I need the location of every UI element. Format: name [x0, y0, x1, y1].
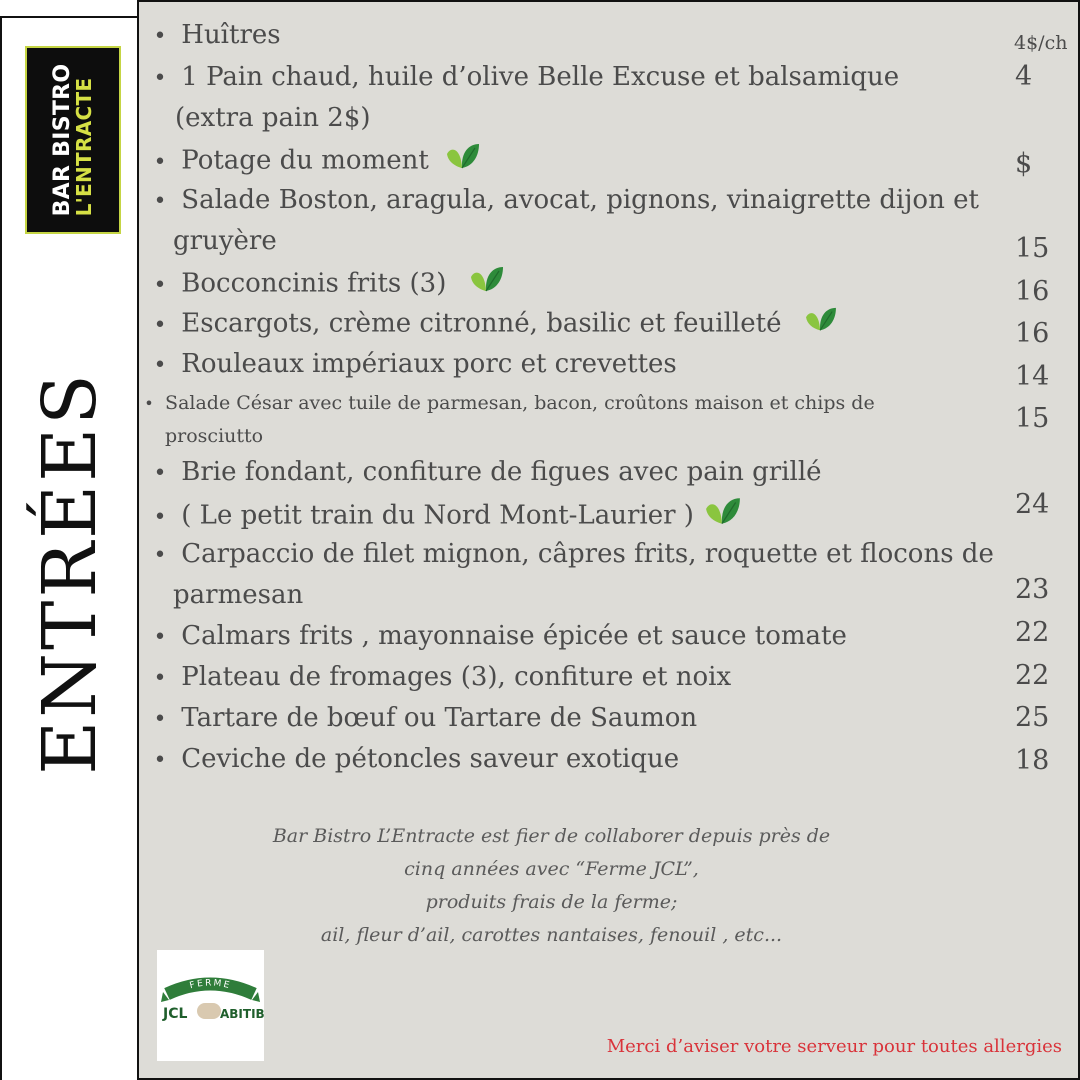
item-continuation: parmesan: [173, 580, 304, 610]
bullet-icon: •: [153, 504, 167, 530]
logo-line-1: BAR BISTRO: [50, 63, 75, 217]
menu-item: [147, 142, 481, 181]
left-strip: [0, 16, 137, 1080]
item-continuation: (extra pain 2$): [175, 103, 371, 133]
collab-line: ail, fleur d’ail, carottes nantaises, fenouil , etc...: [320, 924, 783, 946]
item-price: 4: [1015, 61, 1033, 92]
leaf-icon: [704, 496, 742, 537]
item-price: $: [1015, 148, 1033, 179]
logo-line-2: L'ENTRACTE: [72, 77, 96, 217]
bullet-icon: •: [153, 666, 167, 691]
bullet-icon: •: [153, 543, 167, 568]
item-name: Bocconcinis frits (3): [181, 268, 447, 299]
item-price: 15: [1015, 233, 1050, 264]
menu-item: [147, 18, 281, 54]
menu-item: [147, 742, 679, 778]
bullet-icon: •: [144, 394, 154, 413]
bullet-icon: •: [153, 353, 167, 378]
bullet-icon: •: [153, 149, 167, 175]
item-name: ( Le petit train du Nord Mont-Laurier ): [181, 500, 694, 531]
item-name: Plateau de fromages (3), confiture et noix: [181, 662, 732, 692]
item-price: 18: [1015, 745, 1050, 776]
item-price: 16: [1015, 276, 1050, 307]
section-title: ENTRÉES: [27, 371, 113, 775]
item-price: 25: [1015, 702, 1050, 733]
item-name: 1 Pain chaud, huile d’olive Belle Excuse et balsamique: [181, 62, 900, 92]
item-continuation: gruyère: [173, 226, 277, 256]
item-price: 24: [1015, 489, 1050, 520]
leaf-icon: [469, 265, 505, 304]
menu-item: [147, 660, 731, 696]
item-price: 22: [1015, 617, 1050, 648]
item-price: 15: [1015, 403, 1050, 434]
item-name: Escargots, crème citronné, basilic et feuilleté: [181, 308, 782, 339]
jcl-emblem-icon: [197, 1003, 221, 1019]
bistro-logo-text: [52, 64, 94, 217]
item-price: 23: [1015, 574, 1050, 605]
menu-item: [139, 388, 875, 419]
collab-line: Bar Bistro L’Entracte est fier de collaborer depuis près de: [272, 825, 831, 847]
menu-item: [147, 701, 697, 737]
menu-item: [147, 265, 505, 304]
ferme-logo-right: ABITIB: [220, 1007, 264, 1021]
menu-item: [147, 306, 838, 343]
bullet-icon: •: [153, 748, 167, 773]
bullet-icon: •: [153, 24, 167, 49]
ferme-logo-left: JCL: [163, 1006, 188, 1022]
item-name: Salade César avec tuile de parmesan, bacon, croûtons maison et chips de: [165, 392, 875, 414]
menu-item: [147, 60, 899, 96]
item-name: Huîtres: [181, 20, 281, 50]
item-name: Rouleaux impériaux porc et crevettes: [181, 349, 677, 379]
bullet-icon: •: [153, 272, 167, 298]
bullet-icon: •: [153, 625, 167, 650]
menu-item: [147, 537, 994, 573]
leaf-icon: [445, 142, 481, 181]
item-name: Brie fondant, confiture de figues avec pain grillé: [181, 457, 822, 487]
collab-line: produits frais de la ferme;: [425, 891, 678, 913]
item-price: 16: [1015, 318, 1050, 349]
collaboration-note: [239, 820, 864, 952]
item-name: Salade Boston, aragula, avocat, pignons, vinaigrette dijon et: [181, 185, 979, 215]
allergy-note: Merci d’aviser votre serveur pour toutes allergies: [606, 1036, 1062, 1057]
bullet-icon: •: [153, 461, 167, 486]
collab-line: cinq années avec “Ferme JCL”,: [404, 858, 699, 880]
menu-item: [147, 619, 847, 655]
menu-item: [147, 455, 822, 491]
menu-item: [147, 496, 742, 537]
ferme-logo-top: FERME: [188, 978, 233, 992]
bullet-icon: •: [153, 312, 167, 338]
bullet-icon: •: [153, 66, 167, 91]
menu-item: [147, 183, 979, 219]
ferme-jcl-logo: [157, 950, 264, 1061]
bullet-icon: •: [153, 189, 167, 214]
item-continuation: prosciutto: [165, 425, 264, 447]
leaf-icon: [804, 306, 838, 343]
item-name: Carpaccio de filet mignon, câpres frits, roquette et flocons de: [181, 539, 994, 569]
item-price: 4$/ch: [1014, 32, 1068, 54]
menu-panel: [137, 0, 1080, 1080]
item-name: Potage du moment: [181, 145, 429, 176]
bistro-logo: [25, 46, 121, 234]
item-price: 22: [1015, 660, 1050, 691]
bullet-icon: •: [153, 707, 167, 732]
item-name: Ceviche de pétoncles saveur exotique: [181, 744, 680, 774]
item-price: 14: [1015, 361, 1050, 392]
item-name: Tartare de bœuf ou Tartare de Saumon: [181, 703, 698, 733]
item-name: Calmars frits , mayonnaise épicée et sauce tomate: [181, 621, 847, 651]
menu-item: [147, 347, 677, 383]
